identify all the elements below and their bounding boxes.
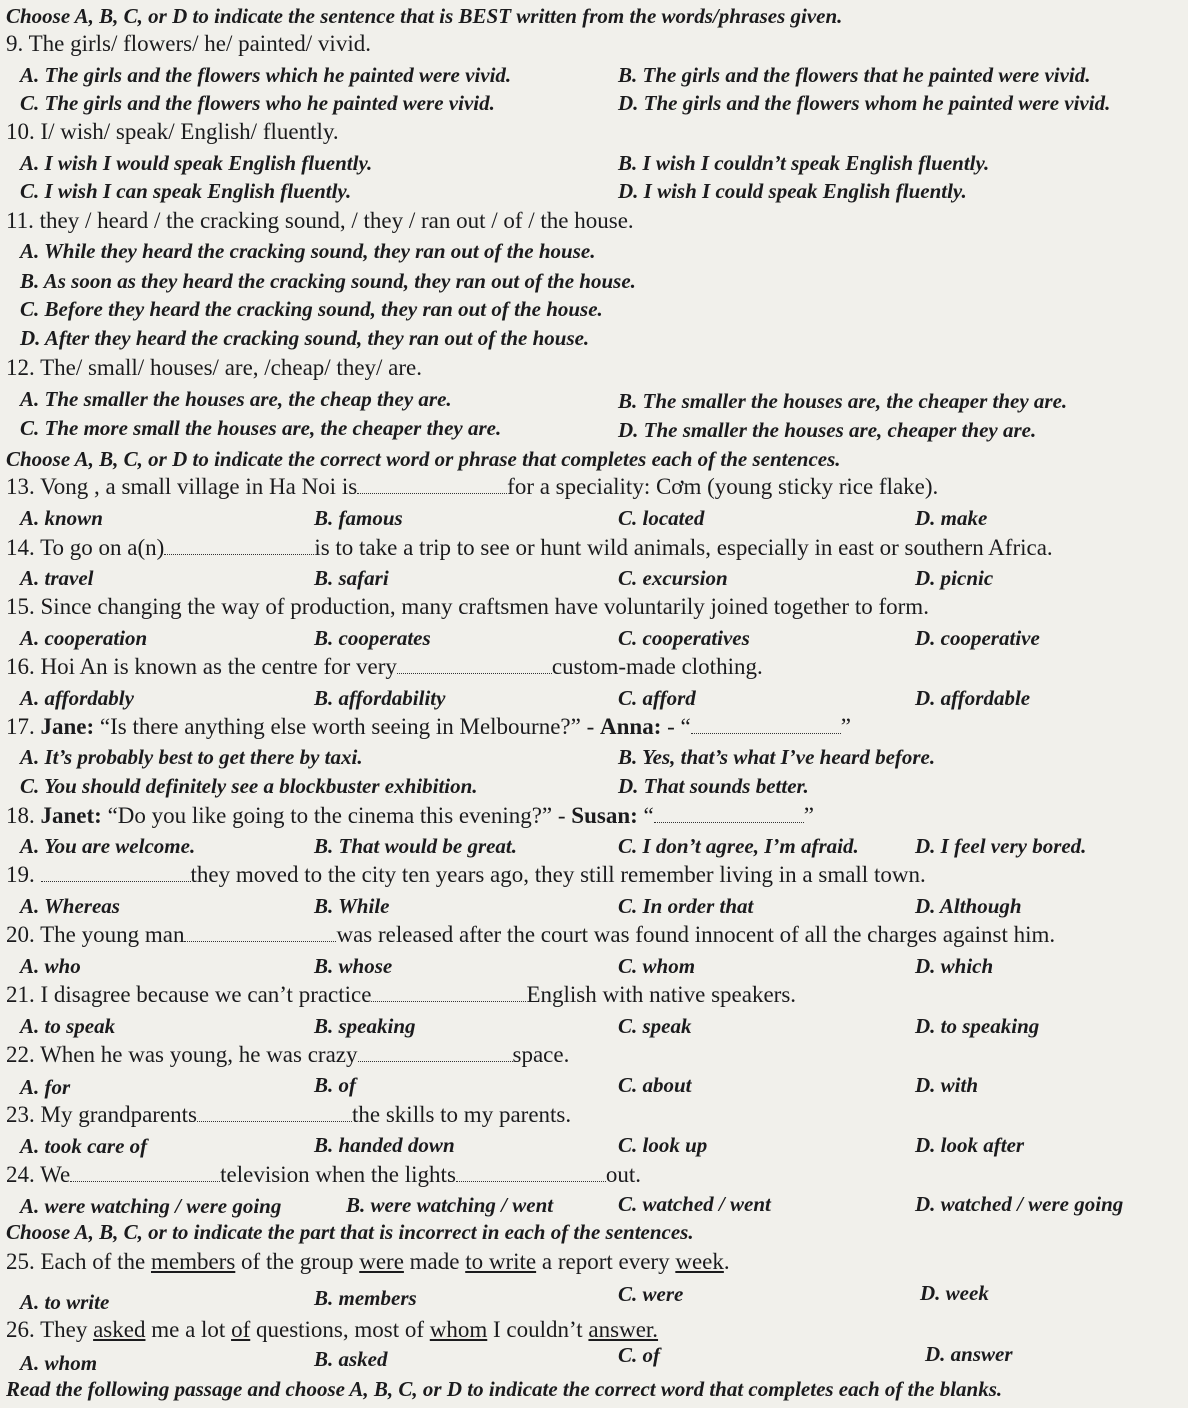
question-stem <box>6 862 926 888</box>
stem-text: space. <box>512 1042 570 1067</box>
question-stem <box>6 803 814 829</box>
stem-text: of the group <box>235 1249 360 1274</box>
underlined-part: were <box>359 1249 404 1274</box>
option-d: D. I wish I could speak English fluently. <box>618 179 967 203</box>
underlined-part: answer. <box>588 1317 659 1342</box>
question-stem <box>6 1317 658 1343</box>
answer-blank[interactable] <box>654 804 804 823</box>
dialogue-close: ” <box>840 714 851 739</box>
dialogue-open: “ <box>643 803 654 828</box>
question-stem <box>6 535 1053 561</box>
option-d: D. After they heard the cracking sound, they ran out of the house. <box>20 326 590 350</box>
answer-blank[interactable] <box>70 1163 220 1182</box>
dialogue-open: - “ <box>667 714 691 739</box>
answer-blank[interactable] <box>397 655 552 674</box>
option-a: A. cooperation <box>20 626 148 650</box>
option-a: A. known <box>20 506 103 530</box>
option-b: B. speaking <box>314 1014 416 1038</box>
question-stem: 9. The girls/ flowers/ he/ painted/ vivid. <box>6 31 371 56</box>
section-instruction: Choose A, B, C, or D to indicate the sentence that is BEST written from the words/phrases given. <box>6 4 843 28</box>
section-instruction: Read the following passage and choose A, B, C, or D to indicate the correct word that completes each of the blanks. <box>6 1377 1003 1401</box>
stem-text: a report every <box>536 1249 676 1274</box>
question-stem <box>6 1042 569 1068</box>
answer-blank[interactable] <box>197 1103 352 1122</box>
underlined-part: members <box>150 1249 236 1274</box>
option-d: D. look after <box>915 1133 1025 1157</box>
option-d: D. The girls and the flowers whom he painted were vivid. <box>618 91 1111 115</box>
underlined-part: week <box>675 1249 724 1274</box>
stem-text: 22. When he was young, he was crazy <box>6 1042 358 1067</box>
option-b: B. affordability <box>314 686 446 710</box>
option-d: D. make <box>915 506 988 530</box>
stem-text: . <box>723 1249 730 1274</box>
option-d: D. cooperative <box>915 626 1040 650</box>
question-stem <box>6 654 763 680</box>
option-a: A. took care of <box>20 1134 148 1158</box>
option-b: B. were watching / went <box>346 1193 554 1217</box>
option-b: B. members <box>314 1286 417 1310</box>
question-stem <box>6 922 1055 948</box>
option-d: D. week <box>920 1281 989 1305</box>
option-a: A. for <box>20 1075 71 1099</box>
option-a: A. You are welcome. <box>20 834 196 858</box>
question-stem: 10. I/ wish/ speak/ English/ fluently. <box>6 119 339 144</box>
stem-text: 19. <box>6 862 35 887</box>
stem-text: 21. I disagree because we can’t practice <box>6 982 372 1007</box>
question-stem <box>6 714 851 740</box>
underlined-part: whom <box>429 1317 488 1342</box>
underlined-part: to write <box>465 1249 537 1274</box>
option-b: B. While <box>314 894 390 918</box>
option-b: B. As soon as they heard the cracking sound, they ran out of the house. <box>20 269 636 293</box>
option-a: A. I wish I would speak English fluently. <box>20 151 373 175</box>
option-b: B. safari <box>314 566 389 590</box>
option-a: A. While they heard the cracking sound, they ran out of the house. <box>20 239 596 263</box>
option-d: D. That sounds better. <box>618 774 809 798</box>
question-number: 18. <box>6 803 35 828</box>
option-c: C. watched / went <box>618 1192 771 1216</box>
speaker-name: Susan: <box>571 803 638 828</box>
question-stem <box>6 474 938 500</box>
option-d: D. to speaking <box>915 1014 1040 1038</box>
option-b: B. of <box>314 1073 356 1097</box>
answer-blank[interactable] <box>184 923 336 942</box>
option-a: A. to speak <box>20 1014 116 1038</box>
stem-text: 13. Vong , a small village in Ha Noi is <box>6 474 358 499</box>
option-a: A. whom <box>20 1351 98 1375</box>
question-stem: 15. Since changing the way of production, many craftsmen have voluntarily joined together to form. <box>6 594 929 619</box>
option-a: A. Whereas <box>20 894 120 918</box>
underlined-part: asked <box>93 1317 146 1342</box>
speaker-name: Janet: <box>40 803 102 828</box>
dialogue-quote: “Do you like going to the cinema this evening?” - <box>107 803 566 828</box>
stem-text: is to take a trip to see or hunt wild animals, especially in east or southern Africa. <box>314 535 1053 560</box>
option-c: C. look up <box>618 1133 708 1157</box>
stem-text: 25. Each of the <box>6 1249 151 1274</box>
answer-blank[interactable] <box>456 1163 606 1182</box>
option-b: B. cooperates <box>314 626 431 650</box>
dialogue-quote: “Is there anything else worth seeing in Melbourne?” - <box>99 714 595 739</box>
question-stem <box>6 1102 571 1128</box>
stem-text: me a lot <box>145 1317 232 1342</box>
option-c: C. afford <box>618 686 696 710</box>
stem-text: out. <box>605 1162 642 1187</box>
option-c: C. The more small the houses are, the cheaper they are. <box>20 416 502 440</box>
option-a: A. to write <box>20 1290 110 1314</box>
question-stem: 12. The/ small/ houses/ are, /cheap/ they/ are. <box>6 355 422 380</box>
stem-text: for a speciality: Cơm (young sticky rice flake). <box>507 474 939 499</box>
option-c: C. cooperatives <box>618 626 750 650</box>
answer-blank[interactable] <box>358 1043 513 1062</box>
option-b: B. famous <box>314 506 403 530</box>
underlined-part: of <box>231 1317 251 1342</box>
question-stem <box>6 1249 730 1275</box>
option-d: D. Although <box>915 894 1022 918</box>
option-d: D. with <box>915 1073 979 1097</box>
stem-text: 16. Hoi An is known as the centre for very <box>6 654 397 679</box>
option-c: C. You should definitely see a blockbuster exhibition. <box>20 774 478 798</box>
section-instruction: Choose A, B, C, or to indicate the part that is incorrect in each of the sentences. <box>6 1220 694 1244</box>
option-b: B. asked <box>314 1347 388 1371</box>
question-stem: 11. they / heard / the cracking sound, / they / ran out / of / the house. <box>6 208 634 233</box>
option-b: B. The girls and the flowers that he painted were vivid. <box>618 63 1091 87</box>
option-b: B. That would be great. <box>314 834 518 858</box>
option-a: A. The girls and the flowers which he painted were vivid. <box>20 63 512 87</box>
option-c: C. about <box>618 1073 692 1097</box>
answer-blank[interactable] <box>357 475 507 494</box>
option-c: C. In order that <box>618 894 754 918</box>
option-c: C. whom <box>618 954 696 978</box>
stem-text: I couldn’t <box>487 1317 589 1342</box>
option-a: A. who <box>20 954 81 978</box>
speaker-name: Anna: <box>600 714 662 739</box>
option-a: A. The smaller the houses are, the cheap they are. <box>20 387 452 411</box>
option-c: C. I don’t agree, I’m afraid. <box>618 834 859 858</box>
option-c: C. speak <box>618 1014 692 1038</box>
section-instruction: Choose A, B, C, or D to indicate the correct word or phrase that completes each of the sentences. <box>6 447 841 471</box>
stem-text: 24. We <box>6 1162 71 1187</box>
option-c: C. Before they heard the cracking sound, they ran out of the house. <box>20 297 603 321</box>
option-c: C. excursion <box>618 566 728 590</box>
stem-text: English with native speakers. <box>526 982 797 1007</box>
option-d: D. answer <box>925 1342 1013 1366</box>
dialogue-close: ” <box>803 803 814 828</box>
stem-text: 14. To go on a(n) <box>6 535 165 560</box>
answer-blank[interactable] <box>41 863 191 882</box>
option-a: A. It’s probably best to get there by taxi. <box>20 745 363 769</box>
option-c: C. of <box>618 1343 660 1367</box>
question-number: 17. <box>6 714 35 739</box>
option-c: C. I wish I can speak English fluently. <box>20 179 352 203</box>
answer-blank[interactable] <box>164 536 314 555</box>
speaker-name: Jane: <box>40 714 95 739</box>
option-b: B. I wish I couldn’t speak English fluently. <box>618 151 990 175</box>
option-d: D. affordable <box>915 686 1031 710</box>
option-d: D. picnic <box>915 566 994 590</box>
option-c: C. located <box>618 506 705 530</box>
option-b: B. handed down <box>314 1133 455 1157</box>
option-d: D. watched / were going <box>915 1192 1124 1216</box>
option-b: B. whose <box>314 954 393 978</box>
stem-text: 20. The young man <box>6 922 185 947</box>
option-a: A. travel <box>20 566 94 590</box>
option-b: B. The smaller the houses are, the cheaper they are. <box>618 389 1068 413</box>
stem-text: 23. My grandparents <box>6 1102 197 1127</box>
answer-blank[interactable] <box>691 715 841 734</box>
stem-text: they moved to the city ten years ago, they still remember living in a small town. <box>190 862 926 887</box>
option-c: C. were <box>618 1282 684 1306</box>
stem-text: television when the lights <box>220 1162 456 1187</box>
question-stem <box>6 982 796 1008</box>
option-d: D. The smaller the houses are, cheaper they are. <box>618 418 1037 442</box>
stem-text: made <box>403 1249 466 1274</box>
stem-text: the skills to my parents. <box>352 1102 572 1127</box>
stem-text: custom-made clothing. <box>551 654 763 679</box>
option-c: C. The girls and the flowers who he painted were vivid. <box>20 91 495 115</box>
stem-text: was released after the court was found innocent of all the charges against him. <box>336 922 1056 947</box>
option-d: D. I feel very bored. <box>915 834 1087 858</box>
question-stem <box>6 1162 641 1188</box>
option-d: D. which <box>915 954 994 978</box>
option-a: A. affordably <box>20 686 134 710</box>
stem-text: 26. They <box>6 1317 94 1342</box>
answer-blank[interactable] <box>371 983 526 1002</box>
stem-text: questions, most of <box>250 1317 430 1342</box>
option-b: B. Yes, that’s what I’ve heard before. <box>618 745 936 769</box>
option-a: A. were watching / were going <box>20 1194 282 1218</box>
